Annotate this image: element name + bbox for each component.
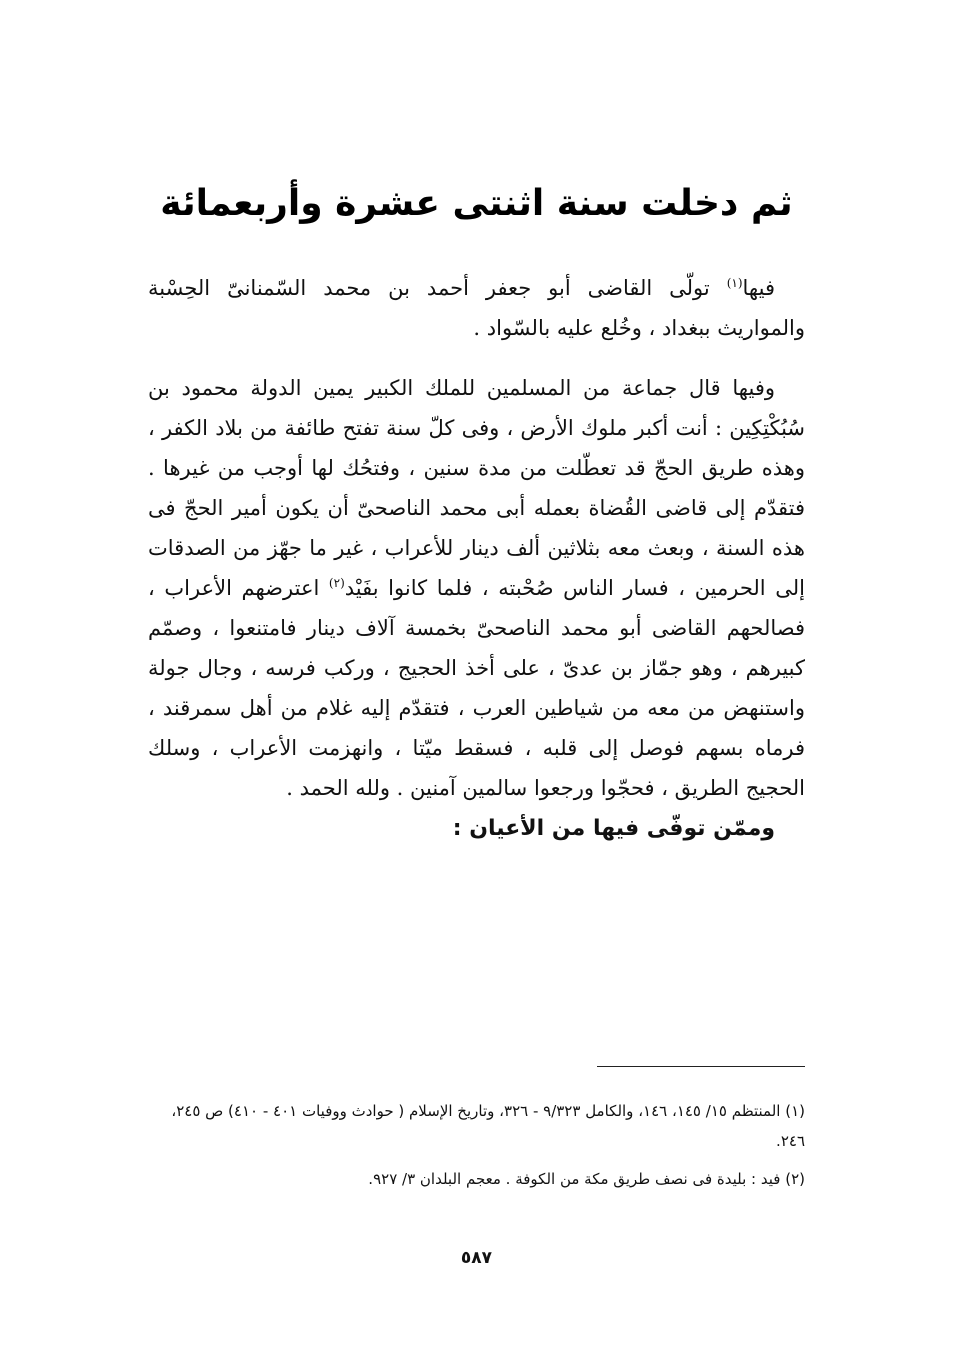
footnote-1: (١) المنتظم ١٥/ ١٤٥، ١٤٦، والكامل ٩/٣٢٣ - ٣٢٦، وتاريخ الإسلام ( حوادث ووفيات ٤٠١ - ٤١٠) ص ٢٤٥، ٢٤٦. <box>171 1102 805 1150</box>
paragraph-2-text-start: وفيها قال جماعة من المسلمين للملك الكبير يمين الدولة محمود بن سُبُكْتِكِين : أنت أكبر ملوك الأرض ، وفى كلّ سنة تفتح طائفة من بلاد الكفر ، وهذه طريق الحجّ قد تعطّلت من مدة سنين ، وفتحُك لها أوجب من غيرها . فتقدّم إلى قاضى القُضاة بعمله أبى محمد الناصحىّ أن يكون أمير الحجّ فى هذه السنة ، وبعث معه بثلاثين ألف دينار للأعراب ، غير ما جهّز من الصدقات إلى الحرمين ، فسار الناس صُحْبته ، فلما كانوا بفَيْد <box>148 376 805 600</box>
footnote-ref-1[interactable]: (١) <box>726 276 743 290</box>
footnote-2: (٢) فيد : بليدة فى نصف طريق مكة من الكوفة . معجم البلدان ٣/ ٩٢٧. <box>368 1170 805 1188</box>
footnotes <box>148 1096 805 1202</box>
paragraph-1-text-end: تولّى القاضى أبو جعفر أحمد بن محمد السّمنانىّ الحِسْبة والمواريث ببغداد ، وخُلع عليه بالسّواد . <box>148 276 805 340</box>
chapter-title: ثم دخلت سنة اثنتى عشرة وأربعمائة <box>160 183 793 225</box>
main-text <box>148 268 805 850</box>
paragraph-1-text-start: فيها <box>742 276 775 300</box>
paragraph-1 <box>148 268 805 348</box>
section-heading: وممّن توفّى فيها من الأعيان : <box>452 816 775 841</box>
page-number: ٥٨٧ <box>460 1248 493 1268</box>
paragraph-2 <box>148 368 805 808</box>
footnote-divider <box>597 1066 805 1067</box>
paragraph-2-text-end: اعترضهم الأعراب ، فصالحهم القاضى أبو محمد الناصحىّ بخمسة آلاف دينار فامتنعوا ، وصمّم كبيرهم ، وهو جمّاز بن عدىّ ، على أخذ الحجيج ، وركب فرسه ، وجال جولة واستنهض من معه من شياطين العرب ، فتقدّم إليه غلام من أهل سمرقند ، فرماه بسهم فوصل إلى قلبه ، فسقط ميّتا ، وانهزمت الأعراب ، وسلك الحجيج الطريق ، فحجّوا ورجعوا سالمين آمنين . ولله الحمد . <box>148 576 805 800</box>
footnote-ref-2[interactable]: (٢) <box>328 576 345 590</box>
